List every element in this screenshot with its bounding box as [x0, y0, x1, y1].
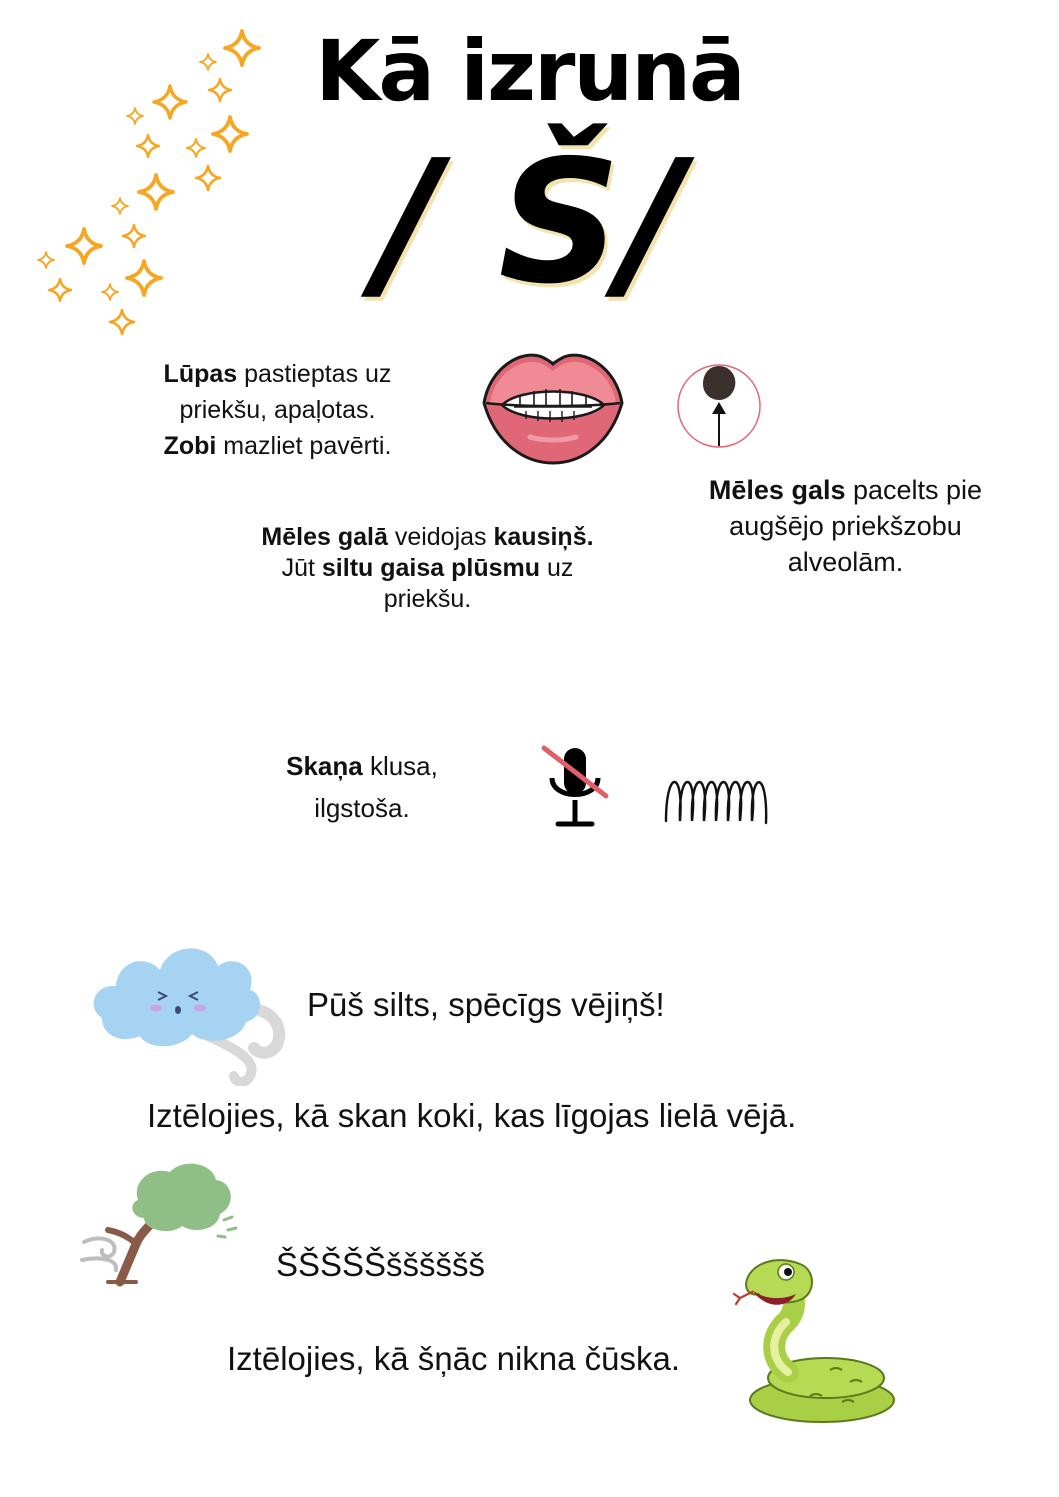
page-title: Kā izrunā [315, 22, 744, 120]
sound-text: klusa, ilgstoša. [314, 751, 438, 823]
lips-icon [480, 345, 626, 467]
tongue-cup-text: veidojas [387, 523, 494, 551]
trees-sentence: Iztēlojies, kā skan koki, kas līgojas lielā vējā. [147, 1097, 797, 1134]
sparkle-icon [139, 175, 173, 209]
sparkle-icon [38, 252, 54, 268]
sound-label: Skaņa [286, 751, 363, 781]
tree-in-wind-icon [78, 1160, 238, 1290]
teeth-text: mazliet pavērti. [216, 432, 392, 460]
blowing-cloud-icon [88, 938, 298, 1086]
sparkle-icon [196, 166, 220, 190]
tongue-cup-label: Mēles galā [261, 523, 388, 551]
sparkle-icon [110, 310, 134, 334]
lips-text: pastieptas uz priekšu, apaļotas. [179, 360, 392, 424]
airflow-text-1: Jūt [281, 554, 322, 582]
sparkle-icon [123, 225, 145, 247]
sparkle-icon [67, 229, 101, 263]
sparkle-icon [112, 198, 128, 214]
tongue-tip-description [688, 472, 1003, 580]
airflow-label: siltu gaisa plūsmu [321, 554, 541, 582]
tongue-cup-description [255, 522, 600, 615]
teeth-label: Zobi [163, 432, 217, 460]
sound-description [262, 745, 462, 829]
cup-label: kausiņš. [493, 523, 594, 551]
sparkle-icon [187, 139, 205, 157]
hissing-snake-icon [730, 1250, 900, 1428]
sparkle-icon [127, 261, 161, 295]
wind-sentence: Pūš silts, spēcīgs vējiņš! [307, 986, 665, 1023]
sparkle-icon [49, 279, 71, 301]
tongue-tip-diagram [675, 362, 765, 452]
sparkle-icon [137, 135, 159, 157]
phoneme-symbol: / Š/ [377, 124, 683, 322]
sparkle-icon [213, 117, 247, 151]
airflow-text-2: uz priekšu. [383, 554, 574, 613]
sound-string: ŠŠŠŠŠšššššš [276, 1246, 486, 1283]
snake-sentence: Iztēlojies, kā šņāc nikna čūska. [227, 1340, 681, 1377]
tongue-tip-text: pacelts pie augšējo priekšzobu alveolām. [729, 475, 983, 577]
lips-description [135, 356, 420, 464]
lips-label: Lūpas [163, 360, 238, 388]
continuous-sound-icon [662, 765, 772, 829]
tongue-tip-label: Mēles gals [708, 475, 846, 505]
sparkle-icon [102, 284, 118, 300]
voiceless-microphone-icon [538, 742, 614, 834]
